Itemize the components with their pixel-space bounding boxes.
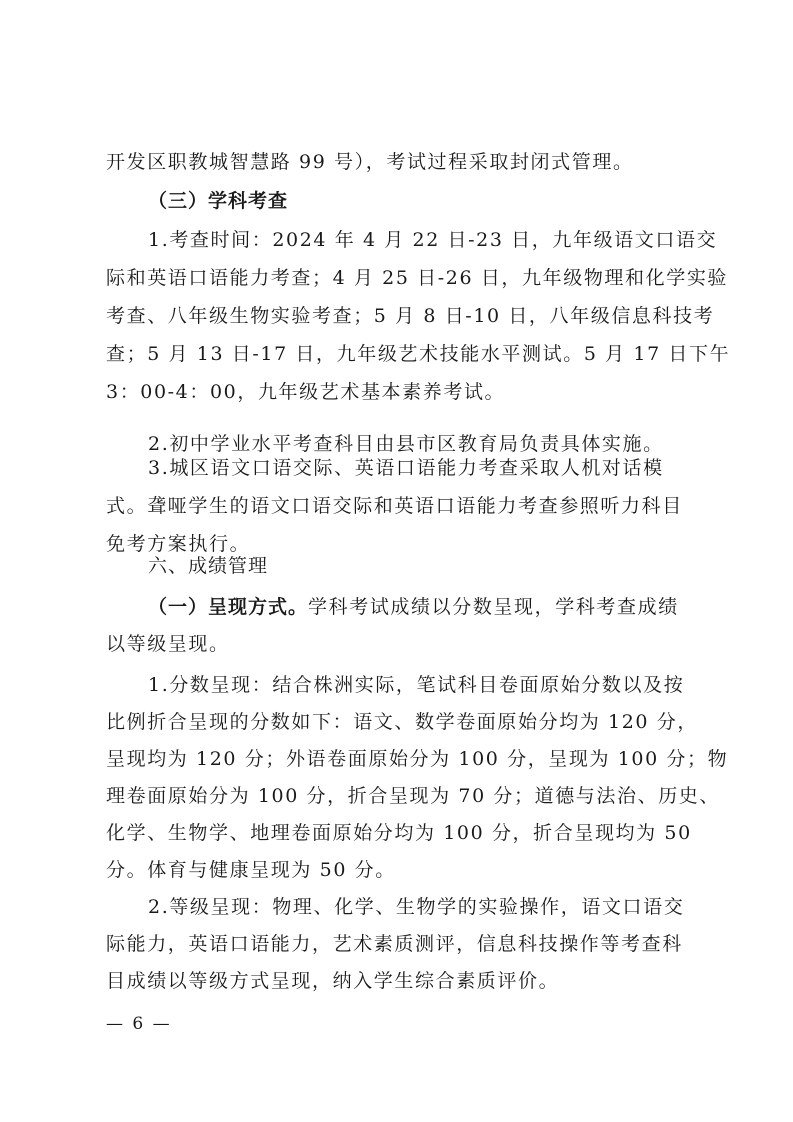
subsection-heading-inline: （一）呈现方式。 <box>148 596 309 618</box>
body-line: 际和英语口语能力考查；4 月 25 日-26 日，九年级物理和化学实验 <box>106 267 729 289</box>
body-line: 分。体育与健康呈现为 50 分。 <box>106 859 396 881</box>
body-line: 际能力，英语口语能力，艺术素质测评，信息科技操作等考查科 <box>106 933 683 955</box>
body-line <box>148 593 696 621</box>
body-text: 学科考试成绩以分数呈现，学科考查成绩 <box>308 596 679 618</box>
body-line: 目成绩以等级方式呈现，纳入学生综合素质评价。 <box>106 970 560 992</box>
subsection-heading: （三）学科考查 <box>148 190 289 212</box>
section-heading: 六、成绩管理 <box>148 555 269 577</box>
body-line: 1.考查时间：2024 年 4 月 22 日-23 日，九年级语文口语交 <box>148 229 718 251</box>
body-line: 2.初中学业水平考查科目由县市区教育局负责具体实施。 <box>148 433 664 455</box>
body-line: 1.分数呈现：结合株洲实际，笔试科目卷面原始分数以及按 <box>148 674 685 696</box>
body-line: 2.等级呈现：物理、化学、生物学的实验操作，语文口语交 <box>148 896 685 918</box>
body-line: 考查、八年级生物实验考查；5 月 8 日-10 日，八年级信息科技考 <box>106 305 715 327</box>
body-line: 免考方案执行。 <box>106 533 251 555</box>
body-line: 以等级呈现。 <box>106 633 230 655</box>
body-line: 3.城区语文口语交际、英语口语能力考查采取人机对话模 <box>148 457 664 479</box>
body-line: 呈现均为 120 分；外语卷面原始分为 100 分，呈现为 100 分；物 <box>106 748 729 770</box>
body-line: 式。聋哑学生的语文口语交际和英语口语能力考查参照听力科目 <box>106 495 683 517</box>
body-line: 开发区职教城智慧路 99 号），考试过程采取封闭式管理。 <box>106 151 634 173</box>
body-line: 比例折合呈现的分数如下：语文、数学卷面原始分均为 120 分， <box>106 711 698 733</box>
body-line: 3：00-4：00，九年级艺术基本素养考试。 <box>106 381 506 403</box>
page-number: — 6 — <box>106 1014 172 1034</box>
body-line: 查；5 月 13 日-17 日，九年级艺术技能水平测试。5 月 17 日下午 <box>106 343 731 365</box>
body-line: 理卷面原始分为 100 分，折合呈现为 70 分；道德与法治、历史、 <box>106 785 721 807</box>
body-line: 化学、生物学、地理卷面原始分均为 100 分，折合呈现均为 50 <box>106 822 692 844</box>
